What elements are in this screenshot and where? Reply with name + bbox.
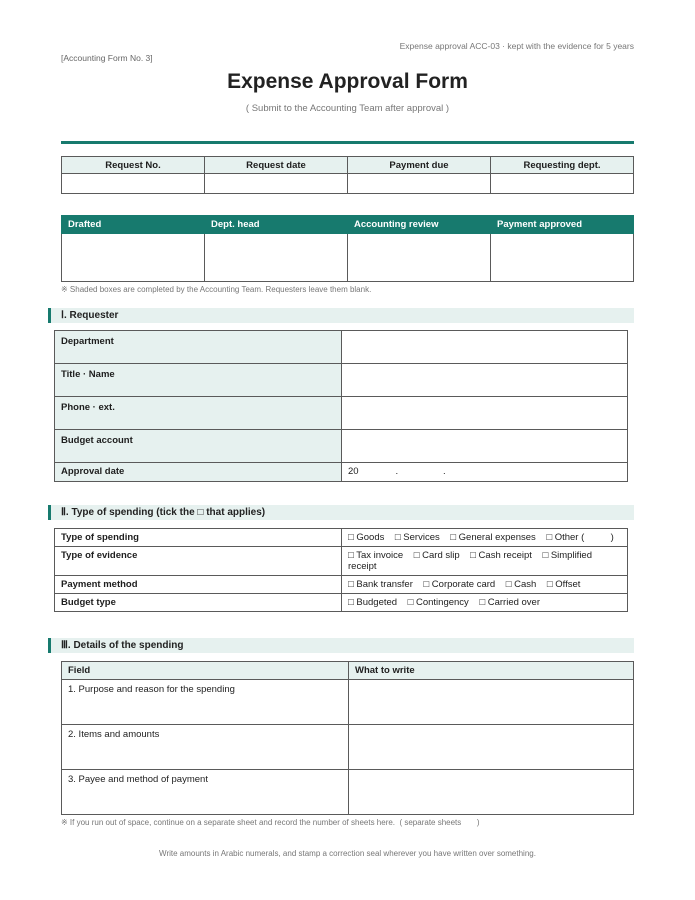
sign-header-drafted: Drafted [62, 216, 205, 234]
budget-type-options[interactable]: □ Budgeted □ Contingency □ Carried over [342, 594, 628, 612]
header-rule [61, 141, 634, 144]
details-field-payee: 3. Payee and method of payment [62, 770, 349, 815]
label-type-of-evidence: Type of evidence [55, 547, 342, 576]
label-department: Department [55, 331, 342, 364]
drafted-signature-box[interactable] [62, 234, 205, 282]
details-table [61, 661, 634, 815]
purpose-field[interactable] [349, 680, 634, 725]
approval-date-field[interactable]: 20 . . [342, 463, 628, 482]
sign-header-payment-approved: Payment approved [491, 216, 634, 234]
shaded-boxes-note: ※ Shaded boxes are completed by the Accounting Team. Requesters leave them blank. [61, 285, 372, 294]
title-name-field[interactable] [342, 364, 628, 397]
separate-sheet-note: ※ If you run out of space, continue on a separate sheet and record the number of sheets here. ( separate sheets ) [61, 818, 480, 827]
details-field-purpose: 1. Purpose and reason for the spending [62, 680, 349, 725]
requesting-dept-field[interactable] [491, 174, 634, 194]
meta-table [61, 156, 634, 194]
payment-due-field[interactable] [348, 174, 491, 194]
page-title: Expense Approval Form [227, 70, 468, 93]
approval-sign-table [61, 215, 634, 282]
sign-header-accounting-review: Accounting review [348, 216, 491, 234]
sign-header-dept-head: Dept. head [205, 216, 348, 234]
meta-header-request-date: Request date [205, 157, 348, 174]
section-heading-type-of-spending: Ⅱ. Type of spending (tick the □ that applies) [48, 505, 634, 520]
meta-header-request-no: Request No. [62, 157, 205, 174]
budget-account-field[interactable] [342, 430, 628, 463]
page-subtitle: ( Submit to the Accounting Team after approval ) [245, 103, 450, 114]
type-of-evidence-options[interactable]: □ Tax invoice □ Card slip □ Cash receipt □ Simplified receipt [342, 547, 628, 576]
request-no-field[interactable] [62, 174, 205, 194]
label-type-of-spending: Type of spending [55, 529, 342, 547]
meta-header-payment-due: Payment due [348, 157, 491, 174]
label-payment-method: Payment method [55, 576, 342, 594]
spending-type-table [54, 528, 628, 612]
request-date-field[interactable] [205, 174, 348, 194]
meta-header-requesting-dept: Requesting dept. [491, 157, 634, 174]
payment-method-options[interactable]: □ Bank transfer □ Corporate card □ Cash □ Offset [342, 576, 628, 594]
type-of-spending-options[interactable]: □ Goods □ Services □ General expenses □ Other ( ) [342, 529, 628, 547]
footer-instruction: Write amounts in Arabic numerals, and stamp a correction seal wherever you have written over something. [159, 849, 536, 858]
section-heading-requester: Ⅰ. Requester [48, 308, 634, 323]
details-field-items: 2. Items and amounts [62, 725, 349, 770]
department-field[interactable] [342, 331, 628, 364]
requester-table [54, 330, 628, 482]
phone-ext-field[interactable] [342, 397, 628, 430]
label-title-name: Title · Name [55, 364, 342, 397]
form-number: [Accounting Form No. 3] [61, 53, 153, 63]
label-approval-date: Approval date [55, 463, 342, 482]
items-amounts-field[interactable] [349, 725, 634, 770]
retention-note: Expense approval ACC-03 · kept with the evidence for 5 years [399, 41, 634, 51]
dept-head-signature-box[interactable] [205, 234, 348, 282]
details-header-what-to-write: What to write [349, 662, 634, 680]
section-heading-details: Ⅲ. Details of the spending [48, 638, 634, 653]
payment-approved-signature-box[interactable] [491, 234, 634, 282]
label-budget-account: Budget account [55, 430, 342, 463]
payee-method-field[interactable] [349, 770, 634, 815]
accounting-review-signature-box[interactable] [348, 234, 491, 282]
label-budget-type: Budget type [55, 594, 342, 612]
label-phone-ext: Phone · ext. [55, 397, 342, 430]
details-header-field: Field [62, 662, 349, 680]
